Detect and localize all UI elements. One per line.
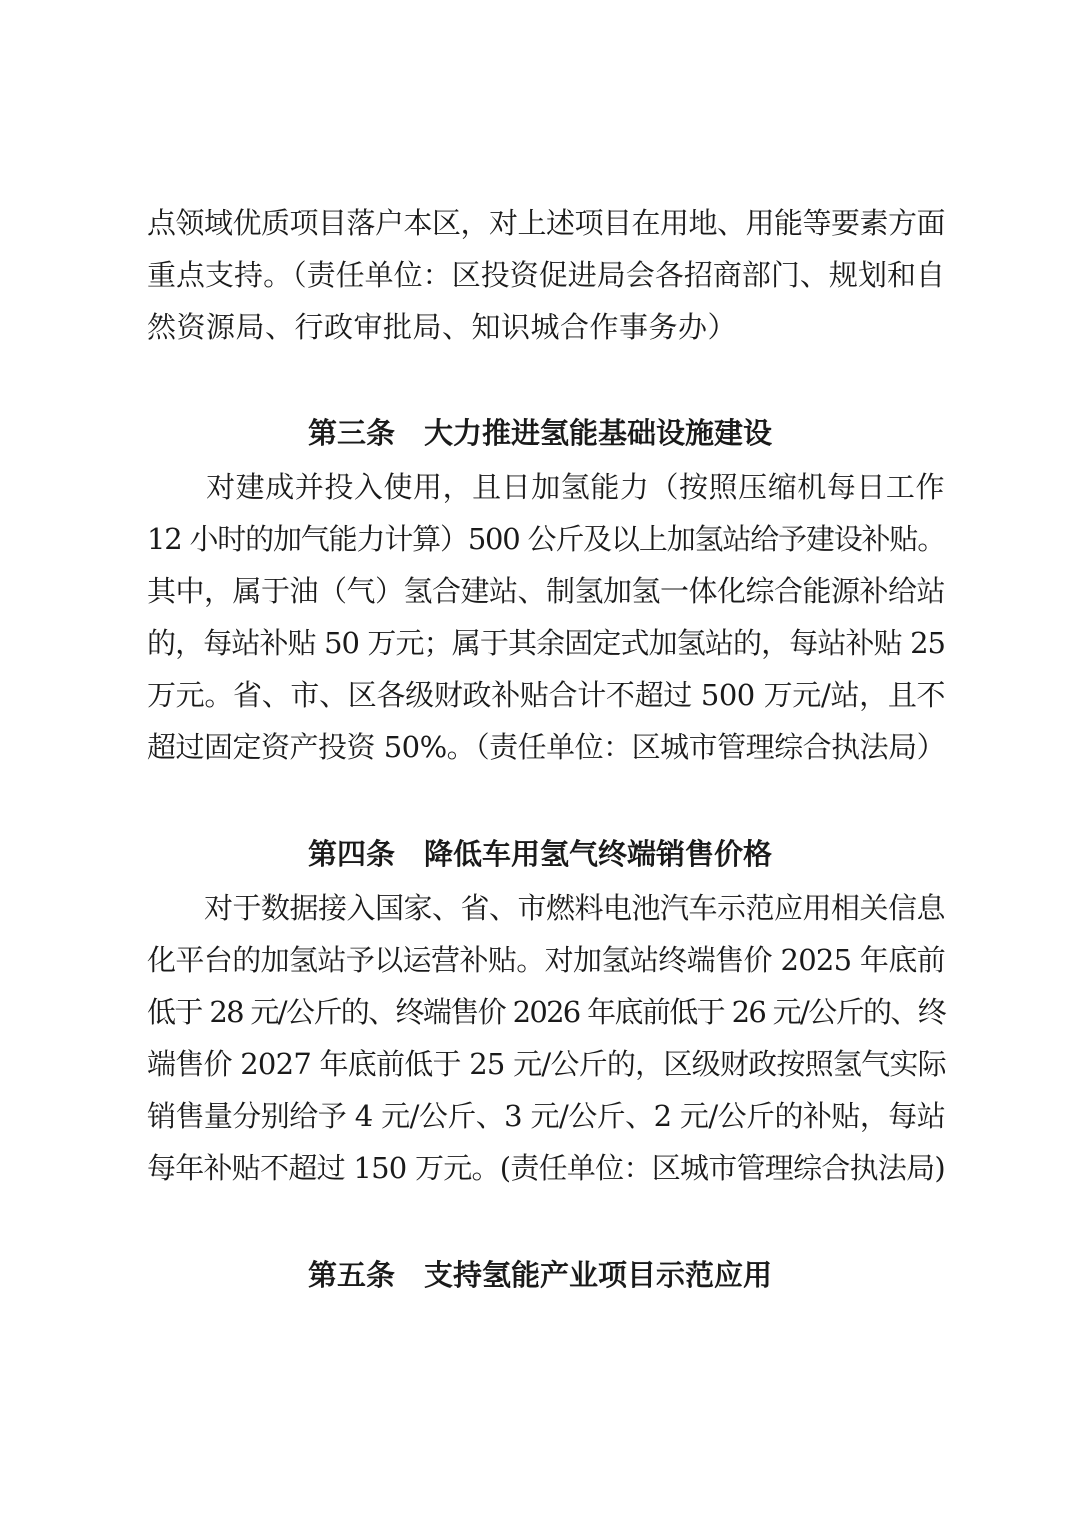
paragraph-line: 万元。省、市、区各级财政补贴合计不超过 500 万元/站，且不 — [147, 678, 945, 712]
paragraph-line: 低于 28 元/公斤的、终端售价 2026 年底前低于 26 元/公斤的、终 — [147, 995, 945, 1029]
paragraph-line: 其中，属于油（气）氢合建站、制氢加氢一体化综合能源补给站 — [147, 574, 946, 608]
paragraph-line: 超过固定资产投资 50%。（责任单位：区城市管理综合执法局） — [147, 730, 946, 764]
paragraph-line: 的，每站补贴 50 万元；属于其余固定式加氢站的，每站补贴 25 — [147, 626, 945, 660]
article4-heading: 第四条 降低车用氢气终端销售价格 — [307, 837, 772, 871]
paragraph-line: 对建成并投入使用，且日加氢能力（按照压缩机每日工作 — [147, 470, 945, 504]
paragraph-line: 点领域优质项目落户本区，对上述项目在用地、用能等要素方面 — [147, 206, 946, 240]
article5-heading: 第五条 支持氢能产业项目示范应用 — [307, 1258, 772, 1292]
paragraph-line: 然资源局、行政审批局、知识城合作事务办） — [147, 310, 738, 344]
paragraph-line: 销售量分别给予 4 元/公斤、3 元/公斤、2 元/公斤的补贴，每站 — [147, 1099, 945, 1133]
paragraph-line: 端售价 2027 年底前低于 25 元/公斤的，区级财政按照氢气实际 — [147, 1047, 946, 1081]
paragraph-line: 每年补贴不超过 150 万元。(责任单位：区城市管理综合执法局) — [147, 1151, 945, 1185]
paragraph-line: 化平台的加氢站予以运营补贴。对加氢站终端售价 2025 年底前 — [147, 943, 945, 977]
paragraph-line: 重点支持。（责任单位：区投资促进局会各招商部门、规划和自 — [147, 258, 945, 292]
article3-heading: 第三条 大力推进氢能基础设施建设 — [307, 416, 772, 450]
paragraph-line: 对于数据接入国家、省、市燃料电池汽车示范应用相关信息 — [147, 891, 946, 925]
paragraph-line: 12 小时的加气能力计算）500 公斤及以上加氢站给予建设补贴。 — [147, 522, 945, 556]
